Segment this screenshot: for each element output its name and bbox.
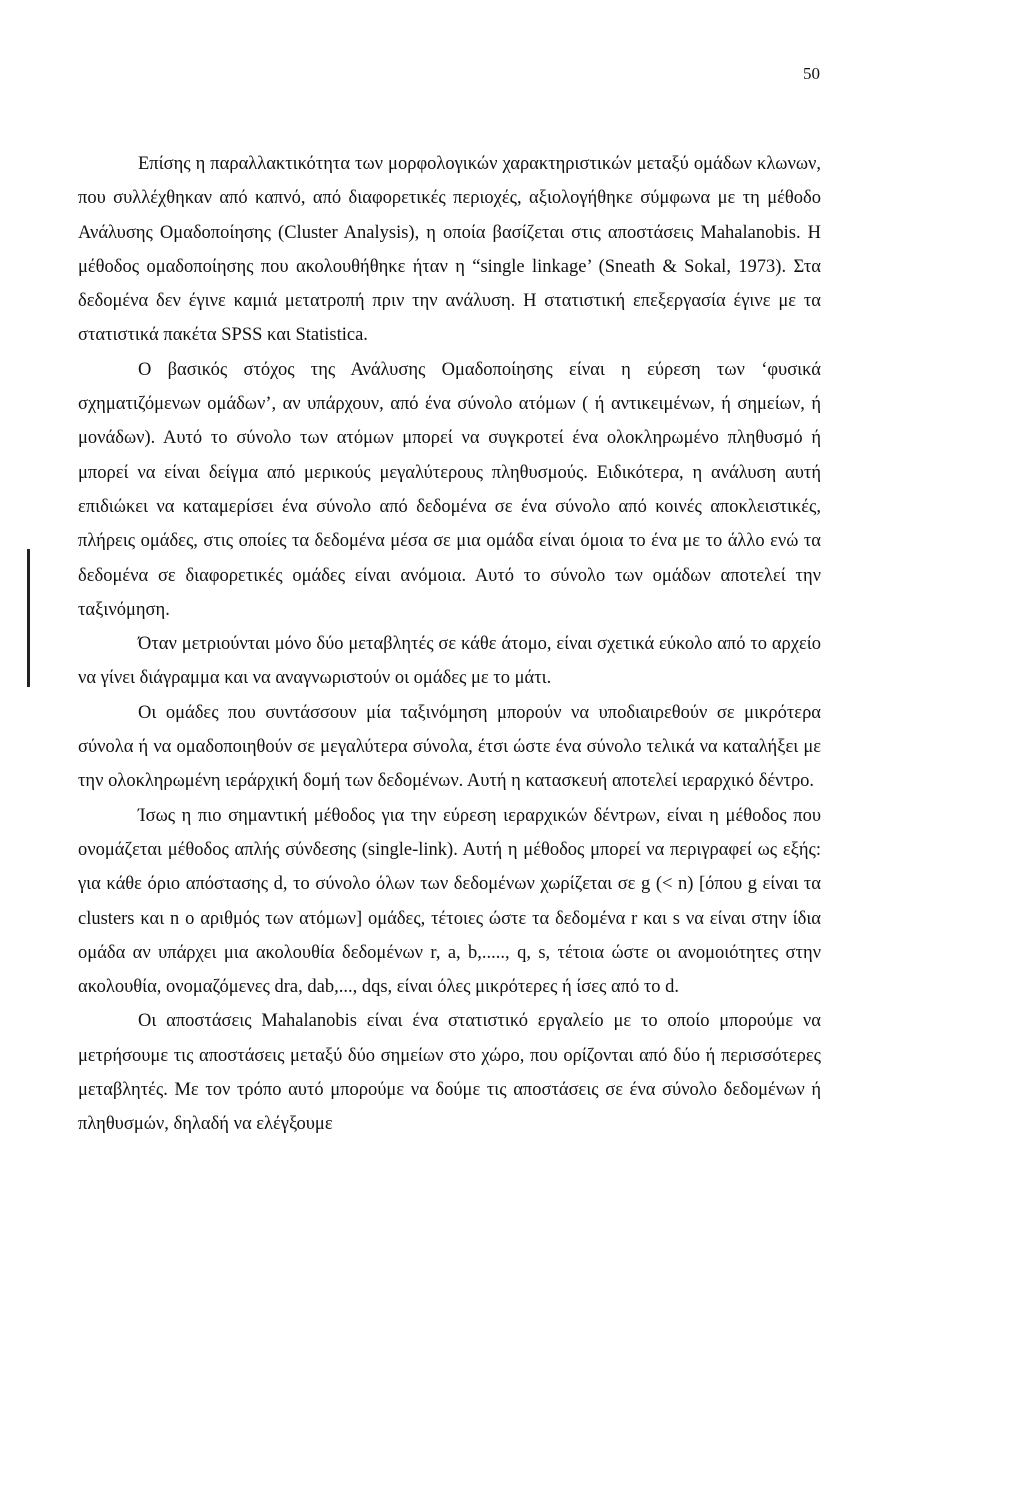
margin-mark [27, 549, 30, 687]
paragraph: Οι αποστάσεις Mahalanobis είναι ένα στατιστικό εργαλείο με το οποίο μπορούμε να μετρήσουμε τις αποστάσεις μεταξύ δύο σημείων στο χώρο, που ορίζονται από δύο ή περισσότερες μεταβλητές. Με τον τρόπο αυτό μπορούμε να δούμε τις αποστάσεις σε ένα σύνολο δεδομένων ή πληθυσμών, δηλαδή να ελέγξουμε [78, 1011, 821, 1135]
paragraph: Ίσως η πιο σημαντική μέθοδος για την εύρεση ιεραρχικών δέντρων, είναι η μέθοδος που ονομάζεται μέθοδος απλής σύνδεσης (single-link). Αυτή η μέθοδος μπορεί να περιγραφεί ως εξής: για κάθε όριο απόστασης d, το σύνολο όλων των δεδομένων χωρίζεται σε g (< n) [όπου g είναι τα clusters και n ο αριθμός των ατόμων] ομάδες, τέτοιες ώστε τα δεδομένα r και s να είναι στην ίδια ομάδα αν υπάρχει μια ακολουθία δεδομένων r, a, b,....., q, s, τέτοια ώστε οι ανομοιότητες στην ακολουθία, ονομαζόμενες dra, dab,..., dqs, είναι όλες μικρότερες ή ίσες από το d. [78, 805, 821, 998]
paragraph: Όταν μετριούνται μόνο δύο μεταβλητές σε κάθε άτομο, είναι σχετικά εύκολο από το αρχείο να γίνει διάγραμμα και να αναγνωριστούν οι ομάδες με το μάτι. [78, 634, 821, 689]
body-text [78, 147, 821, 1142]
paragraph: Ο βασικός στόχος της Ανάλυσης Ομαδοποίησης είναι η εύρεση των ‘φυσικά σχηματιζόμενων ομάδων’, αν υπάρχουν, από ένα σύνολο ατόμων ( ή αντικειμένων, ή σημείων, ή μονάδων). Αυτό το σύνολο των ατόμων μπορεί να συγκροτεί ένα ολοκληρωμένο πληθυσμό ή μπορεί να είναι δείγμα από μερικούς μεγαλύτερους πληθυσμούς. Ειδικότερα, η ανάλυση αυτή επιδιώκει να καταμερίσει ένα σύνολο από δεδομένα σε ένα σύνολο από κοινές αποκλειστικές, πλήρεις ομάδες, στις οποίες τα δεδομένα μέσα σε μια ομάδα είναι όμοια το ένα με το άλλο ενώ τα δεδομένα σε διαφορετικές ομάδες είναι ανόμοια. Αυτό το σύνολο των ομάδων αποτελεί την ταξινόμηση. [78, 359, 821, 620]
paragraph: Επίσης η παραλλακτικότητα των μορφολογικών χαρακτηριστικών μεταξύ ομάδων κλωνων, που συλλέχθηκαν από καπνό, από διαφορετικές περιοχές, αξιολογήθηκε σύμφωνα με τη μέθοδο Ανάλυσης Ομαδοποίησης (Cluster Analysis), η οποία βασίζεται στις αποστάσεις Mahalanobis. Η μέθοδος ομαδοποίησης που ακολουθήθηκε ήταν η “single linkage’ (Sneath & Sokal, 1973). Στα δεδομένα δεν έγινε καμιά μετατροπή πριν την ανάλυση. Η στατιστική επεξεργασία έγινε με τα στατιστικά πακέτα SPSS και Statistica. [78, 154, 821, 346]
page-number: 50 [803, 64, 820, 83]
paragraph: Οι ομάδες που συντάσσουν μία ταξινόμηση μπορούν να υποδιαιρεθούν σε μικρότερα σύνολα ή να ομαδοποιηθούν σε μεγαλύτερα σύνολα, έτσι ώστε ένα σύνολο τελικά να καταλήξει με την ολοκληρωμένη ιεράρχική δομή των δεδομένων. Αυτή η κατασκευή αποτελεί ιεραρχικό δέντρο. [78, 702, 821, 792]
